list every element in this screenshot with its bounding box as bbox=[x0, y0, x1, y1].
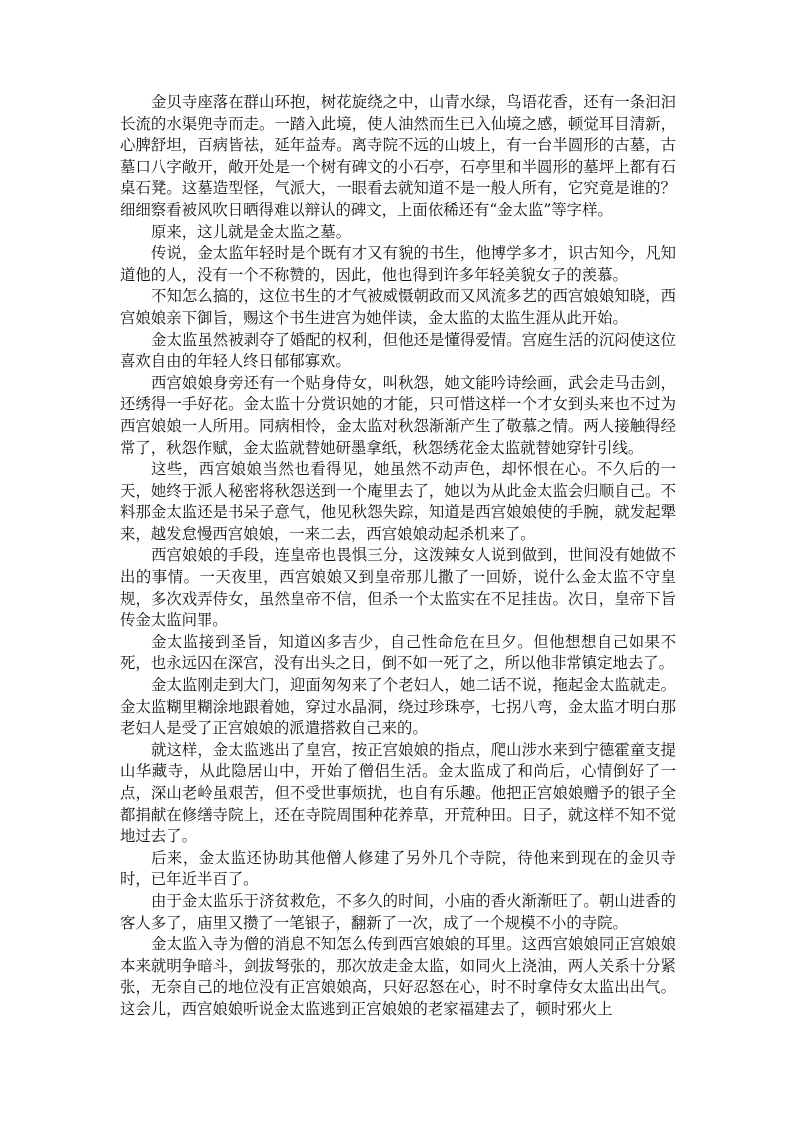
paragraph: 传说，金太监年轻时是个既有才又有貌的书生，他博学多才，识古知今，凡知道他的人，没有一个不称赞的，因此，他也得到许多年轻美貌女子的羡慕。 bbox=[120, 244, 676, 284]
paragraph: 西宫娘娘的手段，连皇帝也畏惧三分，这泼辣女人说到做到，世间没有她做不出的事情。一天夜里，西宫娘娘又到皇帝那儿撒了一回娇，说什么金太监不守皇规，多次戏弄侍女，虽然皇帝不信，但杀一个太监实在不足挂齿。次日，皇帝下旨传金太监问罪。 bbox=[120, 546, 676, 630]
paragraph: 后来，金太监还协助其他僧人修建了另外几个寺院，待他来到现在的金贝寺时，已年近半百了。 bbox=[120, 848, 676, 889]
paragraph: 金贝寺座落在群山环抱，树花旋绕之中，山青水绿，鸟语花香，还有一条汩汩长流的水渠兜寺而走。一踏入此境，使人油然而生已入仙境之感，顿觉耳目清新，心脾舒坦，百病皆祛，延年益寿。离寺院不远的山坡上，有一台半圆形的古墓，古墓口八字敞开，敞开处是一个树有碑文的小石亭，石亭里和半圆形的墓坪上都有石桌石凳。这墓造型怪，气派大，一眼看去就知道不是一般人所有，它究竟是谁的？细细察看被风吹日晒得难以辩认的碑文，上面依稀还有“金太监”等字样。 bbox=[120, 93, 676, 219]
paragraph: 由于金太监乐于济贫救危，不多久的时间，小庙的香火渐渐旺了。朝山进香的客人多了，庙里又攒了一笔银子，翻新了一次，成了一个规模不小的寺院。 bbox=[120, 891, 676, 932]
paragraph: 这些，西宫娘娘当然也看得见，她虽然不动声色，却怀恨在心。不久后的一天，她终于派人秘密将秋怨送到一个庵里去了，她以为从此金太监会归顺自己。不料那金太监还是书呆子意气，他见秋怨失踪，知道是西宫娘娘使的手腕，就发起犟来，越发怠慢西宫娘娘，一来二去，西宫娘娘动起杀机来了。 bbox=[120, 460, 676, 543]
body-text bbox=[120, 92, 676, 1021]
paragraph: 金太监刚走到大门，迎面匆匆来了个老妇人，她二话不说，拖起金太监就走。金太监糊里糊涂地跟着她，穿过水晶洞，绕过珍珠亭，七拐八弯，金太监才明白那老妇人是受了正宫娘娘的派遣搭救自己来的。 bbox=[120, 676, 676, 738]
paragraph: 原来，这儿就是金太监之墓。 bbox=[151, 222, 352, 241]
paragraph: 金太监虽然被剥夺了婚配的权利，但他还是懂得爱情。宫庭生活的沉闷使这位喜欢自由的年轻人终日郁郁寡欢。 bbox=[120, 330, 676, 371]
paragraph: 金太监入寺为僧的消息不知怎么传到西宫娘娘的耳里。这西宫娘娘同正宫娘娘本来就明争暗斗，剑拔弩张的，那次放走金太监，如同火上浇油，两人关系十分紧张，无奈自己的地位没有正宫娘娘高，只好忍怒在心，时不时拿侍女太监出出气。这会儿，西宫娘娘听说金太监逃到正宫娘娘的老家福建去了，顿时邪火上 bbox=[120, 935, 676, 1018]
paragraph: 不知怎么搞的，这位书生的才气被威慑朝政而又风流多艺的西宫娘娘知晓，西宫娘娘亲下御旨，赐这个书生进宫为她伴读，金太监的太监生涯从此开始。 bbox=[120, 287, 676, 327]
paragraph: 西宫娘娘身旁还有一个贴身侍女，叫秋怨，她文能吟诗绘画，武会走马击剑，还绣得一手好花。金太监十分赏识她的才能，只可惜这样一个才女到头来也不过为西宫娘娘一人所用。同病相怜，金太监对秋怨渐渐产生了敬慕之情。两人接触得经常了，秋怨作赋，金太监就替她研墨拿纸，秋怨绣花金太监就替她穿针引线。 bbox=[120, 373, 676, 457]
paragraph: 就这样，金太监逃出了皇宫，按正宫娘娘的指点，爬山涉水来到宁德霍童支提山华藏寺，从此隐居山中，开始了僧侣生活。金太监成了和尚后，心情倒好了一点，深山老岭虽艰苦，但不受世事烦扰，也自有乐趣。他把正宫娘娘赠予的银子全都捐献在修缮寺院上，还在寺院周围种花养草，开荒种田。日子，就这样不知不觉地过去了。 bbox=[120, 740, 676, 846]
paragraph: 金太监接到圣旨，知道凶多吉少，自己性命危在旦夕。但他想想自己如果不死，也永远囚在深宫，没有出头之日，倒不如一死了之，所以他非常镇定地去了。 bbox=[120, 632, 676, 673]
